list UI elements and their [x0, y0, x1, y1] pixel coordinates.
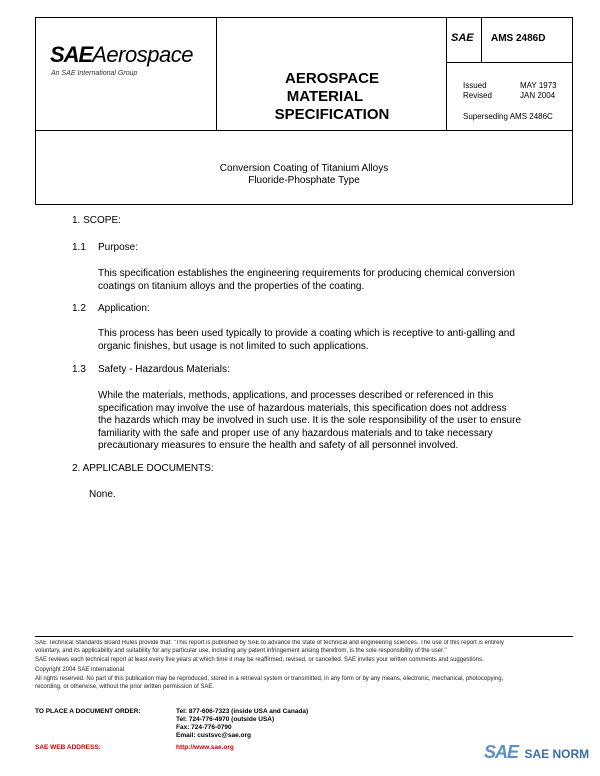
- paragraph-line: organic finishes, but usage is not limited to such applications.: [98, 340, 369, 352]
- superseding: Superseding AMS 2486C: [463, 112, 553, 121]
- paragraph-line: coatings on titanium alloys and the properties of the coating.: [98, 280, 365, 292]
- notice-line: All rights reserved. No part of this publication may be reproduced, stored in a retrieval system or transmitted, in any form or by any means, electronic, mechanical, photocopying,: [35, 676, 504, 682]
- sae-aerospace-logo: [50, 42, 193, 68]
- contact-block: [176, 708, 308, 740]
- subject-line-2: Fluoride-Phosphate Type: [248, 175, 360, 186]
- title-line-3: SPECIFICATION: [274, 106, 390, 123]
- web-label: SAE WEB ADDRESS:: [35, 744, 101, 751]
- fax-number: Fax: 724-776-0790: [176, 724, 232, 731]
- subject-box: [35, 131, 573, 205]
- notice-line: recording, or otherwise, without the prior written permission of SAE.: [35, 683, 215, 690]
- code-sae-logo: SAE: [451, 32, 474, 44]
- doc-code: AMS 2486D: [491, 33, 546, 44]
- watermark-sae: SAE: [484, 742, 519, 762]
- revised-label: Revised: [463, 91, 492, 100]
- section-2-heading: 2. APPLICABLE DOCUMENTS:: [72, 463, 214, 474]
- section-1-heading: 1. SCOPE:: [72, 215, 121, 226]
- paragraph-line: specification may involve the use of hazardous materials, this specification does not address: [98, 402, 507, 414]
- title-area: [216, 18, 447, 130]
- watermark-brand: SAE NORM: [524, 747, 590, 761]
- doc-info-area: [446, 18, 573, 130]
- logo-word: Aerospace: [92, 42, 193, 67]
- paragraph-line: This specification establishes the engineering requirements for producing chemical conversion: [98, 268, 515, 279]
- notice-line: SAE Technical Standards Board Rules provide that: "This report is published by SAE to advance the state of technical and engineering sciences. The use of this report is entirely: [35, 640, 504, 646]
- section-1-1-text: [98, 268, 515, 293]
- notice-line: SAE reviews each technical report at least every five years at which time it may be reaffirmed, revised, or cancelled. SAE invites your written comments and suggestions.: [35, 657, 484, 663]
- section-1-1-number: 1.1: [72, 242, 86, 253]
- doc-type-title: [217, 70, 447, 124]
- section-1-2-text: [98, 328, 515, 353]
- section-1-3-number: 1.3: [72, 364, 86, 375]
- title-line-1: AEROSPACE: [285, 70, 379, 87]
- doc-code-row: [447, 18, 573, 63]
- logo-sae: SAE: [50, 42, 93, 67]
- notice-line: Copyright 2004 SAE International: [35, 666, 125, 673]
- paragraph-line: This process has been used typically to provide a coating which is receptive to anti-galling and: [98, 328, 515, 339]
- section-1-2-title: Application:: [98, 303, 150, 314]
- phone-outside-usa: Tel: 724-776-4970 (outside USA): [176, 716, 275, 723]
- paragraph-line: the hazards which may be involved in such use. It is the sole responsibility of the user to ensure: [98, 415, 522, 426]
- paragraph-line: familiarity with the safe and proper use of any hazardous materials and to take necessary: [98, 427, 493, 439]
- order-label: TO PLACE A DOCUMENT ORDER:: [35, 708, 141, 715]
- paragraph-line: precautionary measures to ensure the health and safety of all personnel involved.: [98, 440, 459, 451]
- notice-line: voluntary, and its applicability and suitability for any particular use, including any patent infringement arising therefrom, is the sole responsibility of the user.": [35, 647, 447, 654]
- phone-inside-usa: Tel: 877-606-7323 (inside USA and Canada): [176, 708, 309, 715]
- section-1-2-number: 1.2: [72, 303, 86, 314]
- footer-notice: [35, 640, 575, 691]
- title-line-2: MATERIAL: [286, 88, 364, 105]
- issued-value: MAY 1973: [520, 81, 557, 90]
- web-link[interactable]: http://www.sae.org: [176, 744, 234, 751]
- section-1-1-title: Purpose:: [98, 242, 139, 253]
- sae-norm-watermark: [484, 742, 589, 763]
- section-1-3-title: Safety - Hazardous Materials:: [98, 364, 230, 375]
- issued-label: Issued: [463, 81, 487, 90]
- paragraph-line: While the materials, methods, applications, and processes described or referenced in this: [98, 390, 494, 401]
- revised-value: JAN 2004: [520, 91, 556, 100]
- logo-subtitle: An SAE International Group: [51, 70, 138, 77]
- header-box: [35, 17, 573, 131]
- subject-line-1: Conversion Coating of Titanium Alloys: [219, 163, 389, 174]
- logo-area: [36, 18, 216, 130]
- code-logo-cell: [447, 18, 482, 62]
- email-address[interactable]: Email: custsvc@sae.org: [176, 732, 251, 739]
- footer-divider: [35, 636, 573, 637]
- section-1-3-text: [98, 390, 521, 453]
- section-2-text: None.: [89, 489, 116, 500]
